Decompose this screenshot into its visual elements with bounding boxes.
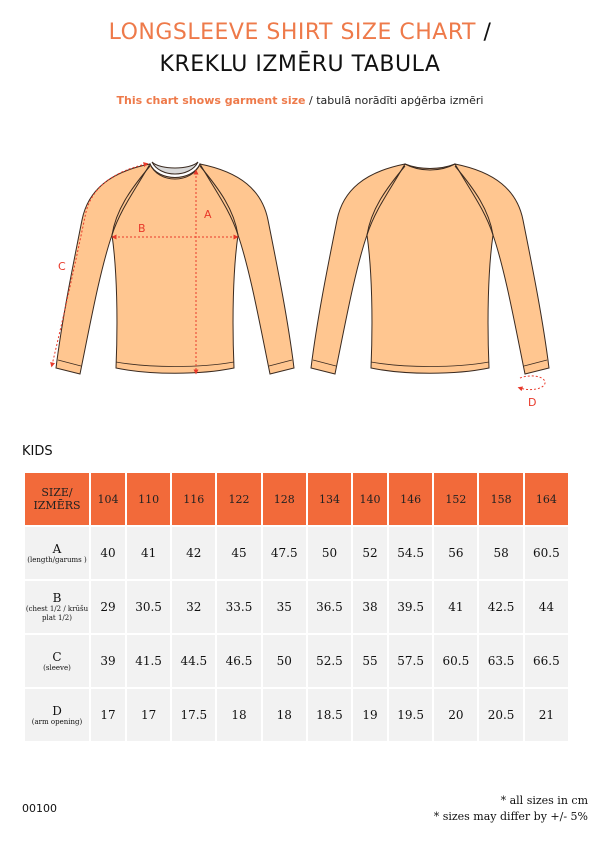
table-cell: 39 — [91, 635, 125, 687]
shirt-diagram — [0, 150, 600, 420]
title-latvian: KREKLU IZMĒRU TABULA — [159, 52, 441, 77]
table-cell: 40 — [91, 527, 125, 579]
measure-c-label: C — [58, 260, 66, 273]
subtitle-latvian: / tabulā norādīti apģērba izmēri — [309, 94, 484, 107]
size-table — [23, 471, 570, 743]
table-cell: 19 — [353, 689, 387, 741]
table-cell: 39.5 — [389, 581, 432, 633]
page-title — [0, 20, 600, 45]
row-label-d — [25, 689, 89, 741]
row-key-b: B — [52, 591, 62, 605]
table-cell: 45 — [217, 527, 260, 579]
row-key-c: C — [52, 649, 62, 664]
section-label-kids: KIDS — [22, 444, 53, 459]
table-cell: 66.5 — [525, 635, 568, 687]
size-164: 164 — [525, 473, 568, 525]
size-110: 110 — [127, 473, 170, 525]
row-label-b — [25, 581, 89, 633]
note-tolerance: * sizes may differ by +/- 5% — [433, 810, 588, 823]
table-cell: 18 — [217, 689, 260, 741]
measure-a-label: A — [204, 208, 212, 221]
row-label-c — [25, 635, 89, 687]
product-code: 00100 — [22, 802, 57, 815]
size-152: 152 — [434, 473, 477, 525]
table-cell: 52.5 — [308, 635, 351, 687]
size-140: 140 — [353, 473, 387, 525]
table-cell: 50 — [308, 527, 351, 579]
table-cell: 60.5 — [434, 635, 477, 687]
size-134: 134 — [308, 473, 351, 525]
measure-d-line — [520, 376, 545, 390]
table-cell: 32 — [172, 581, 215, 633]
title-separator: / — [483, 20, 492, 45]
table-cell: 47.5 — [263, 527, 306, 579]
size-104: 104 — [91, 473, 125, 525]
table-header-row — [25, 473, 568, 525]
row-label-a — [25, 527, 89, 579]
page-subtitle — [0, 94, 600, 107]
row-sub-c: (sleeve) — [43, 663, 71, 672]
table-cell: 38 — [353, 581, 387, 633]
table-cell: 55 — [353, 635, 387, 687]
row-sub-b: (chest 1/2 / krūšu plat 1/2) — [25, 605, 89, 622]
table-cell: 60.5 — [525, 527, 568, 579]
table-cell: 42.5 — [479, 581, 522, 633]
subtitle-english: This chart shows garment size — [116, 94, 306, 107]
measure-b-label: B — [138, 222, 146, 235]
table-cell: 44.5 — [172, 635, 215, 687]
table-row-d — [25, 689, 568, 741]
table-cell: 57.5 — [389, 635, 432, 687]
size-122: 122 — [217, 473, 260, 525]
table-cell: 41.5 — [127, 635, 170, 687]
header-size-label: SIZE/ IZMĒRS — [25, 473, 89, 525]
table-cell: 46.5 — [217, 635, 260, 687]
table-cell: 20.5 — [479, 689, 522, 741]
table-cell: 35 — [263, 581, 306, 633]
table-cell: 52 — [353, 527, 387, 579]
table-cell: 58 — [479, 527, 522, 579]
size-128: 128 — [263, 473, 306, 525]
table-cell: 17 — [91, 689, 125, 741]
table-cell: 42 — [172, 527, 215, 579]
table-row-c — [25, 635, 568, 687]
table-cell: 21 — [525, 689, 568, 741]
row-key-d: D — [52, 703, 62, 718]
table-cell: 18 — [263, 689, 306, 741]
table-cell: 17 — [127, 689, 170, 741]
row-sub-d: (arm opening) — [31, 717, 83, 726]
table-cell: 44 — [525, 581, 568, 633]
table-cell: 18.5 — [308, 689, 351, 741]
shirt-back — [311, 164, 549, 409]
table-cell: 50 — [263, 635, 306, 687]
table-cell: 63.5 — [479, 635, 522, 687]
note-units: * all sizes in cm — [500, 794, 588, 807]
table-cell: 30.5 — [127, 581, 170, 633]
shirt-front — [52, 162, 294, 374]
size-116: 116 — [172, 473, 215, 525]
table-cell: 54.5 — [389, 527, 432, 579]
row-sub-a: (length/garums ) — [27, 555, 87, 564]
table-cell: 29 — [91, 581, 125, 633]
table-cell: 56 — [434, 527, 477, 579]
title-english: LONGSLEEVE SHIRT SIZE CHART — [108, 20, 476, 45]
size-158: 158 — [479, 473, 522, 525]
row-key-a: A — [52, 541, 62, 556]
size-146: 146 — [389, 473, 432, 525]
measure-d-label: D — [528, 396, 537, 409]
table-cell: 20 — [434, 689, 477, 741]
table-cell: 36.5 — [308, 581, 351, 633]
table-cell: 41 — [434, 581, 477, 633]
table-row-a — [25, 527, 568, 579]
table-cell: 19.5 — [389, 689, 432, 741]
table-cell: 17.5 — [172, 689, 215, 741]
table-cell: 33.5 — [217, 581, 260, 633]
table-row-b — [25, 581, 568, 633]
table-cell: 41 — [127, 527, 170, 579]
